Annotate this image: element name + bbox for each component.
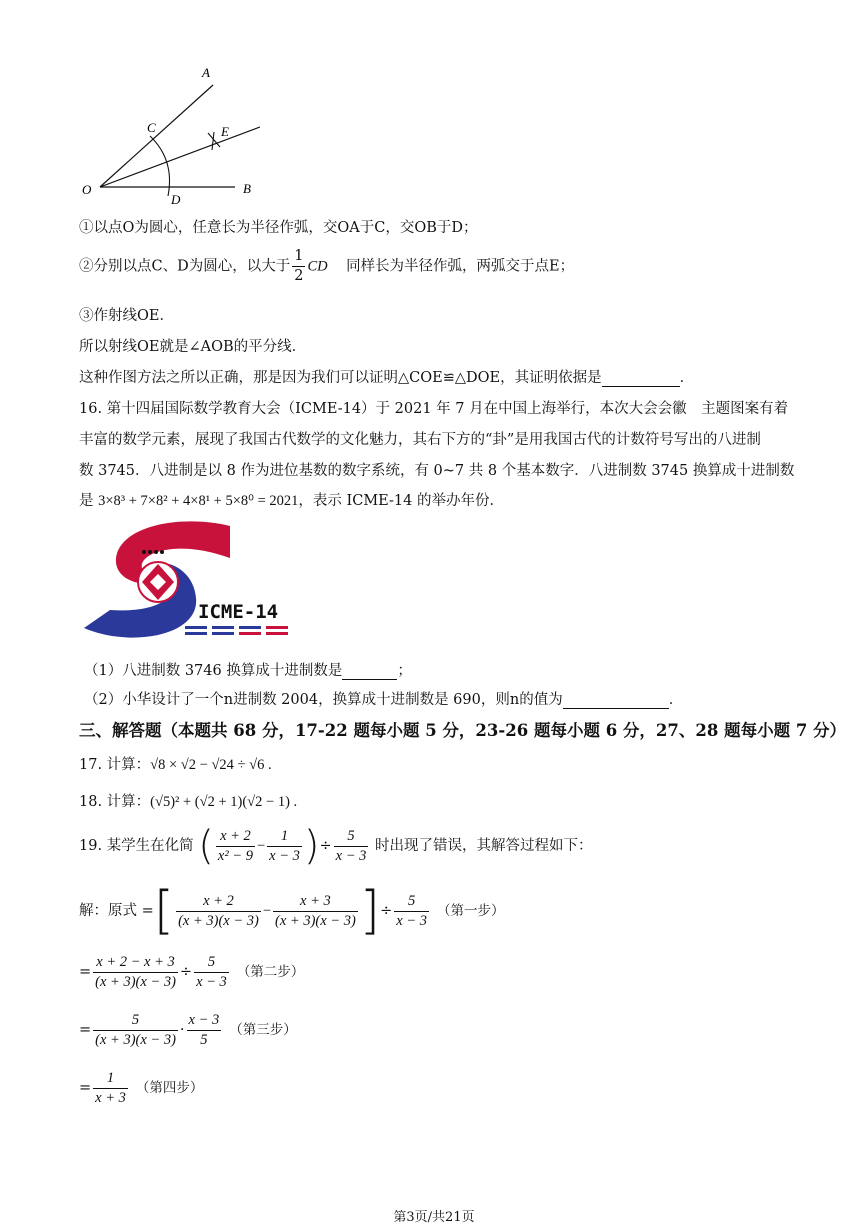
half-fraction [292,247,305,286]
divide: ÷ [319,838,332,854]
frac-num: 5 [194,953,229,973]
q15-question-text: 这种作图方法之所以正确，那是因为我们可以证明△COE≌△DOE，其证明依据是 [79,370,602,386]
frac-den: x − 3 [269,847,300,864]
sol-label: 解：原式 = [79,903,154,919]
answer-blank[interactable] [563,694,669,709]
label-D: D [171,192,181,207]
equals: = [79,1022,92,1038]
solution-step1 [79,883,504,939]
q16-line4 [79,489,504,510]
frac-num: x − 3 [187,1011,222,1031]
q15-step2-pre: ②分别以点C、D为圆心，以大于 [79,258,291,275]
q17-label: 17. 计算： [79,757,151,773]
minus: − [256,838,266,854]
frac-num: x + 2 [176,892,261,912]
frac-den: 5 [200,1031,208,1048]
solution-step3 [79,1006,297,1054]
q15-step2-post: 同样长为半径作弧，两弧交于点E； [346,258,575,275]
q19-tail: 时出现了错误，其解答过程如下： [375,838,593,854]
q16-sub2-text: （2）小华设计了一个n进制数 2004，换算成十进制数是 690，则n的值为 [84,692,563,708]
divide: ÷ [179,964,193,980]
frac-num: 1 [292,247,305,267]
frac [93,1069,128,1108]
frac-den: (x + 3)(x − 3) [275,912,356,929]
q18 [79,790,297,811]
q16-sub1 [84,659,412,680]
frac-num: x + 2 [216,827,255,847]
frac-num: 5 [93,1011,178,1031]
q18-expr: (√5)² + (√2 + 1)(√2 − 1) . [150,794,298,810]
frac-den: (x + 3)(x − 3) [95,973,176,990]
q16-sub2-end: ． [668,692,684,708]
frac-den: (x + 3)(x − 3) [95,1031,176,1048]
frac [93,1011,178,1050]
paren-right: ) [303,823,320,869]
frac [176,892,261,931]
q15-end: ． [679,370,695,386]
q15-question [79,366,694,387]
frac-den: x − 3 [335,847,367,864]
q17 [79,753,272,774]
answer-blank[interactable] [602,372,680,387]
frac-den: x − 3 [396,912,427,929]
frac [216,827,255,866]
q19-label: 19. 某学生在化简 [79,838,194,854]
logo-text: ICME-14 [198,601,279,623]
step-note: （第一步） [436,903,505,919]
q16-sub1-end: ； [397,663,412,679]
equals: = [79,964,92,980]
page-footer: 第3页/共21页 [393,1210,475,1225]
frac-den: (x + 3)(x − 3) [178,912,259,929]
frac-num: x + 3 [273,892,358,912]
step-note: （第四步） [135,1080,204,1096]
segment-cd: CD [307,258,328,275]
frac-den: x² − 9 [217,847,253,864]
label-E: E [221,124,229,139]
frac-den: 2 [294,268,304,284]
label-C: C [147,120,156,135]
divide: ÷ [380,903,393,919]
q15-conclusion: 所以射线OE就是∠AOB的平分线． [79,339,307,355]
frac-num: x + 2 − x + 3 [93,953,178,973]
step-note: （第二步） [236,964,305,980]
frac [194,953,229,992]
paren-left: ( [198,823,214,869]
angle-bisector-figure [70,60,280,210]
q16-line4-post: ，表示 ICME-14 的举办年份． [298,493,504,509]
label-B: B [243,181,251,196]
frac-den: x − 3 [196,973,227,990]
q16-line3: 数 3745．八进制是以 8 作为进位基数的数字系统，有 0~7 共 8 个基本数字．八进制数 3745 换算成十进制数 [79,463,795,479]
q16-line4-pre: 是 [79,493,94,509]
q19-prompt [79,822,593,870]
answer-blank[interactable] [342,665,397,680]
q16-line1: 16. 第十四届国际数学教育大会（ICME-14）于 2021 年 7 月在中国上海举行，本次大会会徽 主题图案有着 [79,401,789,417]
frac [187,1011,222,1050]
frac [273,892,358,931]
q16-line2: 丰富的数学元素，展现了我国古代数学的文化魅力，其右下方的“卦”是用我国古代的计数符号写出的八进制 [79,432,761,448]
frac-num: 1 [267,827,302,847]
frac [394,892,429,931]
frac-den: x + 3 [95,1089,126,1106]
frac [93,953,178,992]
bracket-right: ] [359,881,381,941]
q17-expr: √8 × √2 − √24 ÷ √6 . [150,757,272,773]
frac [267,827,302,866]
icme-logo [80,518,292,646]
equals: = [79,1080,92,1096]
q15-step3: ③作射线OE． [79,308,174,324]
times: · [179,1022,185,1038]
step-note: （第三步） [229,1022,297,1038]
frac-num: 5 [334,827,369,847]
section-heading: 三、解答题（本题共 68 分，17-22 题每小题 5 分，23-26 题每小题 6 分，27、28 题每小题 7 分） [79,721,847,740]
solution-step2 [79,948,304,996]
frac [334,827,369,866]
q16-sub2 [84,688,683,709]
q16-sub1-text: （1）八进制数 3746 换算成十进制数是 [84,663,343,679]
label-O: O [82,182,92,197]
q15-step2 [79,247,574,286]
q15-step1: ①以点O为圆心，任意长为半径作弧，交OA于C，交OB于D； [79,220,478,236]
minus: − [262,903,272,919]
octal-formula: 3×8³ + 7×8² + 4×8¹ + 5×8⁰ = 2021 [98,493,299,509]
frac-num: 1 [93,1069,128,1089]
bracket-left: [ [153,881,175,941]
label-A: A [202,65,210,80]
q18-label: 18. 计算： [79,794,151,810]
solution-step4 [79,1064,203,1112]
frac-num: 5 [394,892,429,912]
